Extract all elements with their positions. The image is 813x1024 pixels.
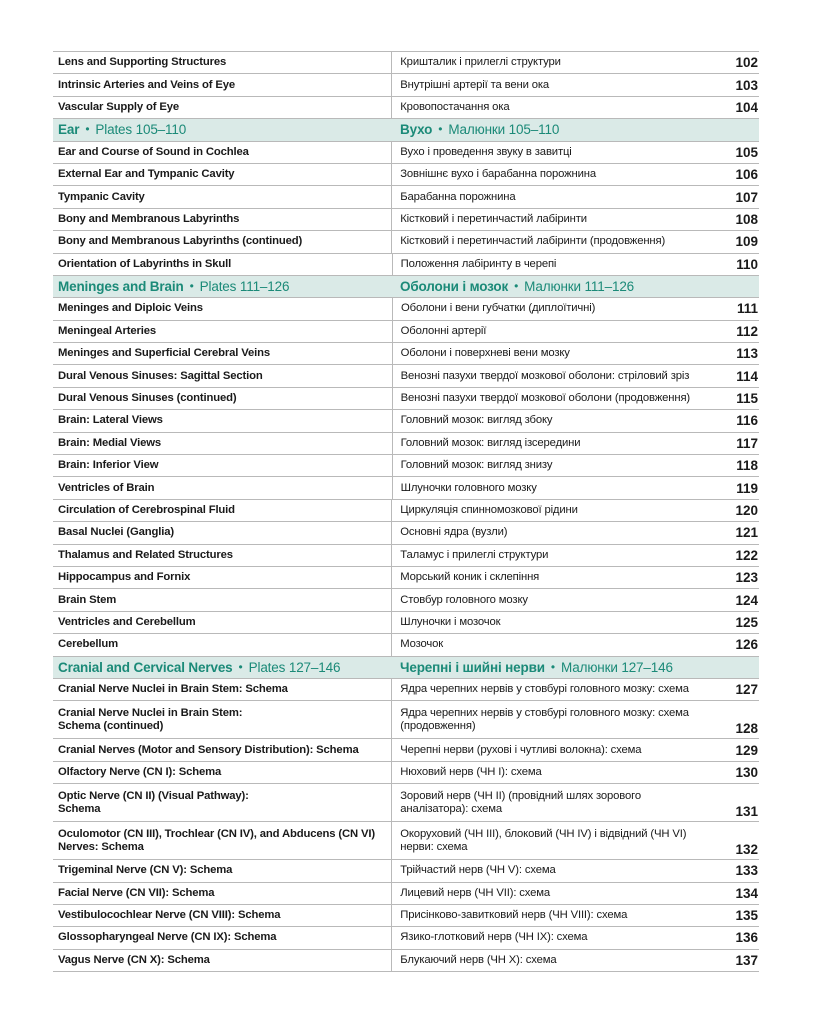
section-num-spacer xyxy=(737,657,759,678)
table-of-contents xyxy=(53,51,759,972)
section-name-en: Meninges and Brain xyxy=(58,279,184,295)
section-header-row xyxy=(53,276,759,298)
entry-title-uk-lines xyxy=(400,707,689,733)
toc-entry-row xyxy=(53,343,759,365)
toc-entry-row xyxy=(53,298,759,320)
toc-entry-row xyxy=(53,231,759,253)
section-plates-en: Plates 105–110 xyxy=(95,122,187,138)
plate-number: 114 xyxy=(736,368,758,384)
entry-title-uk: Внутрішні артерії та вени ока xyxy=(391,74,735,95)
entry-title-en: Brain: Lateral Views xyxy=(58,414,163,427)
section-header-row xyxy=(53,119,759,141)
entry-title-uk: Кістковий і перетинчастий лабіринти (продовження) xyxy=(391,231,735,252)
entry-title-uk-line2: (продовження) xyxy=(400,719,476,732)
entry-title-en-line2: Nerves: Schema xyxy=(58,840,144,853)
plate-number: 125 xyxy=(735,614,758,630)
entry-title-uk: Венозні пазухи твердої мозкової оболони (продовження) xyxy=(392,388,737,409)
entry-title-en: Meninges and Superficial Cerebral Veins xyxy=(58,347,271,360)
section-plates-uk: Малюнки 105–110 xyxy=(448,122,560,138)
entry-title-uk-lines xyxy=(400,790,641,816)
entry-title-en-lines xyxy=(58,790,249,816)
plate-number: 110 xyxy=(736,256,758,272)
section-num-spacer xyxy=(737,276,759,297)
entry-title-en: Basal Nuclei (Ganglia) xyxy=(58,526,174,539)
entry-title-en-line1: Oculomotor (CN III), Trochlear (CN IV), and Abducens (CN VI) xyxy=(58,827,375,840)
plate-number: 136 xyxy=(735,930,758,946)
toc-entry-row xyxy=(53,634,759,656)
entry-title-en: Vagus Nerve (CN X): Schema xyxy=(58,953,210,966)
toc-entry-row xyxy=(53,522,759,544)
plate-number: 128 xyxy=(735,721,758,737)
entry-title-uk: Циркуляція спинномозкової рідини xyxy=(391,500,735,521)
toc-entry-row xyxy=(53,822,759,860)
section-title-uk xyxy=(392,276,737,297)
entry-title-en: Meninges and Diploic Veins xyxy=(58,302,203,315)
toc-entry-row xyxy=(53,186,759,208)
entry-title-en: Dural Venous Sinuses (continued) xyxy=(58,392,237,405)
section-name-uk: Оболони і мозок xyxy=(400,279,509,295)
toc-entry-row xyxy=(53,455,759,477)
entry-title-uk-line2: аналізатора): схема xyxy=(400,802,502,815)
entry-title-uk xyxy=(391,784,735,821)
entry-title-en: Ventricles and Cerebellum xyxy=(58,615,196,628)
plate-number: 117 xyxy=(736,435,758,451)
entry-title-uk-line1: Ядра черепних нервів у стовбурі головного мозку: схема xyxy=(400,706,689,719)
toc-entry-row xyxy=(53,365,759,387)
entry-title-uk: Положення лабіринту в черепі xyxy=(392,254,737,275)
entry-title-en: Meningeal Arteries xyxy=(58,324,156,337)
plate-number: 102 xyxy=(735,55,758,71)
entry-title-en: Cranial Nerves (Motor and Sensory Distribution): Schema xyxy=(58,743,359,756)
section-name-en: Cranial and Cervical Nerves xyxy=(58,659,233,675)
entry-title-en: Bony and Membranous Labyrinths (continued) xyxy=(58,235,303,248)
toc-entry-row xyxy=(53,388,759,410)
entry-title-uk: Черепні нерви (рухові і чутливі волокна): схема xyxy=(391,739,735,760)
entry-title-en: Thalamus and Related Structures xyxy=(58,548,233,561)
plate-number: 133 xyxy=(735,863,758,879)
entry-title-en: Brain: Inferior View xyxy=(58,459,159,472)
toc-entry-row xyxy=(53,164,759,186)
toc-entry-row xyxy=(53,477,759,499)
entry-title-en: Orientation of Labyrinths in Skull xyxy=(58,257,232,270)
section-num-spacer xyxy=(737,119,759,140)
plate-number: 118 xyxy=(736,458,758,474)
entry-title-uk xyxy=(391,822,735,859)
entry-title-uk-line1: Зоровий нерв (ЧН II) (провідний шлях зорового xyxy=(400,789,641,802)
toc-entry-row xyxy=(53,321,759,343)
entry-title-uk: Оболонні артерії xyxy=(392,321,737,342)
entry-title-en xyxy=(53,784,387,821)
plate-number: 137 xyxy=(735,952,758,968)
plate-number: 126 xyxy=(735,637,758,653)
section-plates-en: Plates 127–146 xyxy=(248,659,341,675)
entry-title-en xyxy=(53,701,387,738)
toc-entry-row xyxy=(53,97,759,119)
entry-title-uk-line1: Окоруховий (ЧН III), блоковий (ЧН IV) і відвідний (ЧН VI) xyxy=(400,827,687,840)
toc-entry-row xyxy=(53,679,759,701)
toc-entry-row xyxy=(53,950,759,972)
toc-entry-row xyxy=(53,905,759,927)
plate-number: 134 xyxy=(735,885,758,901)
entry-title-en: Cerebellum xyxy=(58,638,119,651)
entry-title-uk: Основні ядра (вузли) xyxy=(391,522,735,543)
entry-title-uk: Стовбур головного мозку xyxy=(391,589,735,610)
bullet-separator: • xyxy=(514,279,519,294)
plate-number: 121 xyxy=(735,525,758,541)
entry-title-en: Intrinsic Arteries and Veins of Eye xyxy=(58,78,236,91)
bullet-separator: • xyxy=(189,279,194,294)
entry-title-uk: Трійчастий нерв (ЧН V): схема xyxy=(391,860,735,881)
entry-title-uk: Головний мозок: вигляд ізсередини xyxy=(392,433,737,454)
toc-entry-row xyxy=(53,739,759,761)
entry-title-uk: Головний мозок: вигляд збоку xyxy=(392,410,737,431)
toc-entry-row xyxy=(53,142,759,164)
plate-number: 131 xyxy=(735,804,758,820)
entry-title-uk: Шлуночки і мозочок xyxy=(391,612,735,633)
plate-number: 105 xyxy=(735,144,758,160)
plate-number: 132 xyxy=(735,842,758,858)
plate-number: 116 xyxy=(736,413,758,429)
entry-title-uk: Головний мозок: вигляд знизу xyxy=(392,455,737,476)
entry-title-en-line2: Schema xyxy=(58,802,101,815)
plate-number: 107 xyxy=(735,189,758,205)
toc-entry-row xyxy=(53,254,759,276)
toc-entry-row xyxy=(53,762,759,784)
entry-title-uk: Шлуночки головного мозку xyxy=(392,477,737,498)
section-title-en xyxy=(53,276,388,297)
entry-title-uk: Венозні пазухи твердої мозкової оболони: стріловий зріз xyxy=(392,365,737,386)
section-plates-uk: Малюнки 127–146 xyxy=(560,659,673,675)
entry-title-en xyxy=(53,822,387,859)
toc-entry-row xyxy=(53,567,759,589)
toc-entry-row xyxy=(53,612,759,634)
toc-entry-row xyxy=(53,701,759,739)
section-name-uk: Черепні і шийні нерви xyxy=(400,659,545,675)
toc-entry-row xyxy=(53,545,759,567)
plate-number: 113 xyxy=(736,346,758,362)
bullet-separator: • xyxy=(438,122,443,137)
toc-entry-row xyxy=(53,860,759,882)
entry-title-uk-lines xyxy=(400,828,686,854)
entry-title-en: Vascular Supply of Eye xyxy=(58,100,180,113)
plate-number: 106 xyxy=(735,167,758,183)
bullet-separator: • xyxy=(85,122,90,137)
entry-title-en-line2: Schema (continued) xyxy=(58,719,164,732)
toc-entry-row xyxy=(53,52,759,74)
bullet-separator: • xyxy=(550,659,555,674)
entry-title-en-lines xyxy=(58,828,375,854)
section-title-en xyxy=(53,657,388,678)
plate-number: 127 xyxy=(735,682,758,698)
toc-entry-row xyxy=(53,784,759,822)
entry-title-uk: Кришталик і прилеглі структури xyxy=(391,52,735,73)
toc-entry-row xyxy=(53,927,759,949)
plate-number: 122 xyxy=(735,547,758,563)
toc-entry-row xyxy=(53,410,759,432)
entry-title-en: Circulation of Cerebrospinal Fluid xyxy=(58,504,235,516)
entry-title-en: Bony and Membranous Labyrinths xyxy=(58,212,240,225)
section-header-row xyxy=(53,657,759,679)
plate-number: 135 xyxy=(735,908,758,924)
entry-title-en: Lens and Supporting Structures xyxy=(58,56,227,69)
entry-title-en: Hippocampus and Fornix xyxy=(58,571,191,584)
entry-title-en: Dural Venous Sinuses: Sagittal Section xyxy=(58,369,263,382)
plate-number: 108 xyxy=(735,211,758,227)
entry-title-en: Trigeminal Nerve (CN V): Schema xyxy=(58,864,233,877)
entry-title-uk: Мозочок xyxy=(391,634,735,655)
plate-number: 124 xyxy=(735,592,758,608)
plate-number: 130 xyxy=(735,764,758,780)
entry-title-en-line1: Optic Nerve (CN II) (Visual Pathway): xyxy=(58,789,249,802)
plate-number: 111 xyxy=(736,301,758,317)
section-plates-uk: Малюнки 111–126 xyxy=(524,279,635,295)
toc-entry-row xyxy=(53,74,759,96)
entry-title-uk: Блукаючий нерв (ЧН X): схема xyxy=(391,950,735,971)
plate-number: 119 xyxy=(736,480,758,496)
entry-title-en: Brain: Medial Views xyxy=(58,436,162,449)
toc-entry-row xyxy=(53,589,759,611)
entry-title-uk: Барабанна порожнина xyxy=(391,186,735,207)
toc-entry-row xyxy=(53,883,759,905)
plate-number: 115 xyxy=(736,391,758,407)
bullet-separator: • xyxy=(238,659,243,674)
section-name-uk: Вухо xyxy=(400,122,433,138)
toc-entry-row xyxy=(53,209,759,231)
plate-number: 120 xyxy=(735,503,758,518)
plate-number: 109 xyxy=(735,234,758,250)
entry-title-uk: Язико-глотковий нерв (ЧН IX): схема xyxy=(391,927,735,948)
entry-title-en: Facial Nerve (CN VII): Schema xyxy=(58,886,215,899)
entry-title-en: Tympanic Cavity xyxy=(58,190,145,203)
entry-title-uk: Морський коник і склепіння xyxy=(391,567,735,588)
section-title-uk xyxy=(392,119,737,140)
section-title-uk xyxy=(392,657,737,678)
toc-entry-row xyxy=(53,500,759,522)
entry-title-uk: Вухо і проведення звуку в завитці xyxy=(391,142,735,163)
entry-title-uk: Лицевий нерв (ЧН VII): схема xyxy=(391,883,735,904)
entry-title-uk: Кровопостачання ока xyxy=(391,97,735,118)
entry-title-en: Vestibulocochlear Nerve (CN VIII): Schema xyxy=(58,909,281,922)
plate-number: 112 xyxy=(736,323,758,339)
section-title-en xyxy=(53,119,388,140)
entry-title-en: Ear and Course of Sound in Cochlea xyxy=(58,145,249,158)
entry-title-en-lines xyxy=(58,707,242,733)
entry-title-uk: Присінково-завитковий нерв (ЧН VIII): схема xyxy=(391,905,735,926)
entry-title-uk: Зовнішнє вухо і барабанна порожнина xyxy=(391,164,735,185)
entry-title-uk: Оболони і поверхневі вени мозку xyxy=(392,343,737,364)
plate-number: 103 xyxy=(735,77,758,93)
entry-title-en-line1: Cranial Nerve Nuclei in Brain Stem: xyxy=(58,706,243,719)
entry-title-uk xyxy=(391,701,735,738)
entry-title-en: Glossopharyngeal Nerve (CN IX): Schema xyxy=(58,931,277,944)
entry-title-uk: Нюховий нерв (ЧН I): схема xyxy=(391,762,735,783)
entry-title-en: Cranial Nerve Nuclei in Brain Stem: Schema xyxy=(58,683,288,696)
plate-number: 129 xyxy=(735,742,758,758)
entry-title-en: Olfactory Nerve (CN I): Schema xyxy=(58,765,222,778)
section-name-en: Ear xyxy=(58,122,80,138)
entry-title-uk: Оболони і вени губчатки (диплоїтичні) xyxy=(392,298,737,319)
entry-title-en: Brain Stem xyxy=(58,593,117,606)
plate-number: 104 xyxy=(735,99,758,115)
entry-title-en: Ventricles of Brain xyxy=(58,481,155,494)
section-plates-en: Plates 111–126 xyxy=(199,279,290,295)
entry-title-uk: Таламус і прилеглі структури xyxy=(391,545,735,566)
entry-title-uk: Кістковий і перетинчастий лабіринти xyxy=(391,209,735,230)
plate-number: 123 xyxy=(735,570,758,586)
toc-entry-row xyxy=(53,433,759,455)
entry-title-uk: Ядра черепних нервів у стовбурі головного мозку: схема xyxy=(391,679,735,700)
entry-title-en: External Ear and Tympanic Cavity xyxy=(58,168,235,181)
entry-title-uk-line2: нерви: схема xyxy=(400,840,468,853)
